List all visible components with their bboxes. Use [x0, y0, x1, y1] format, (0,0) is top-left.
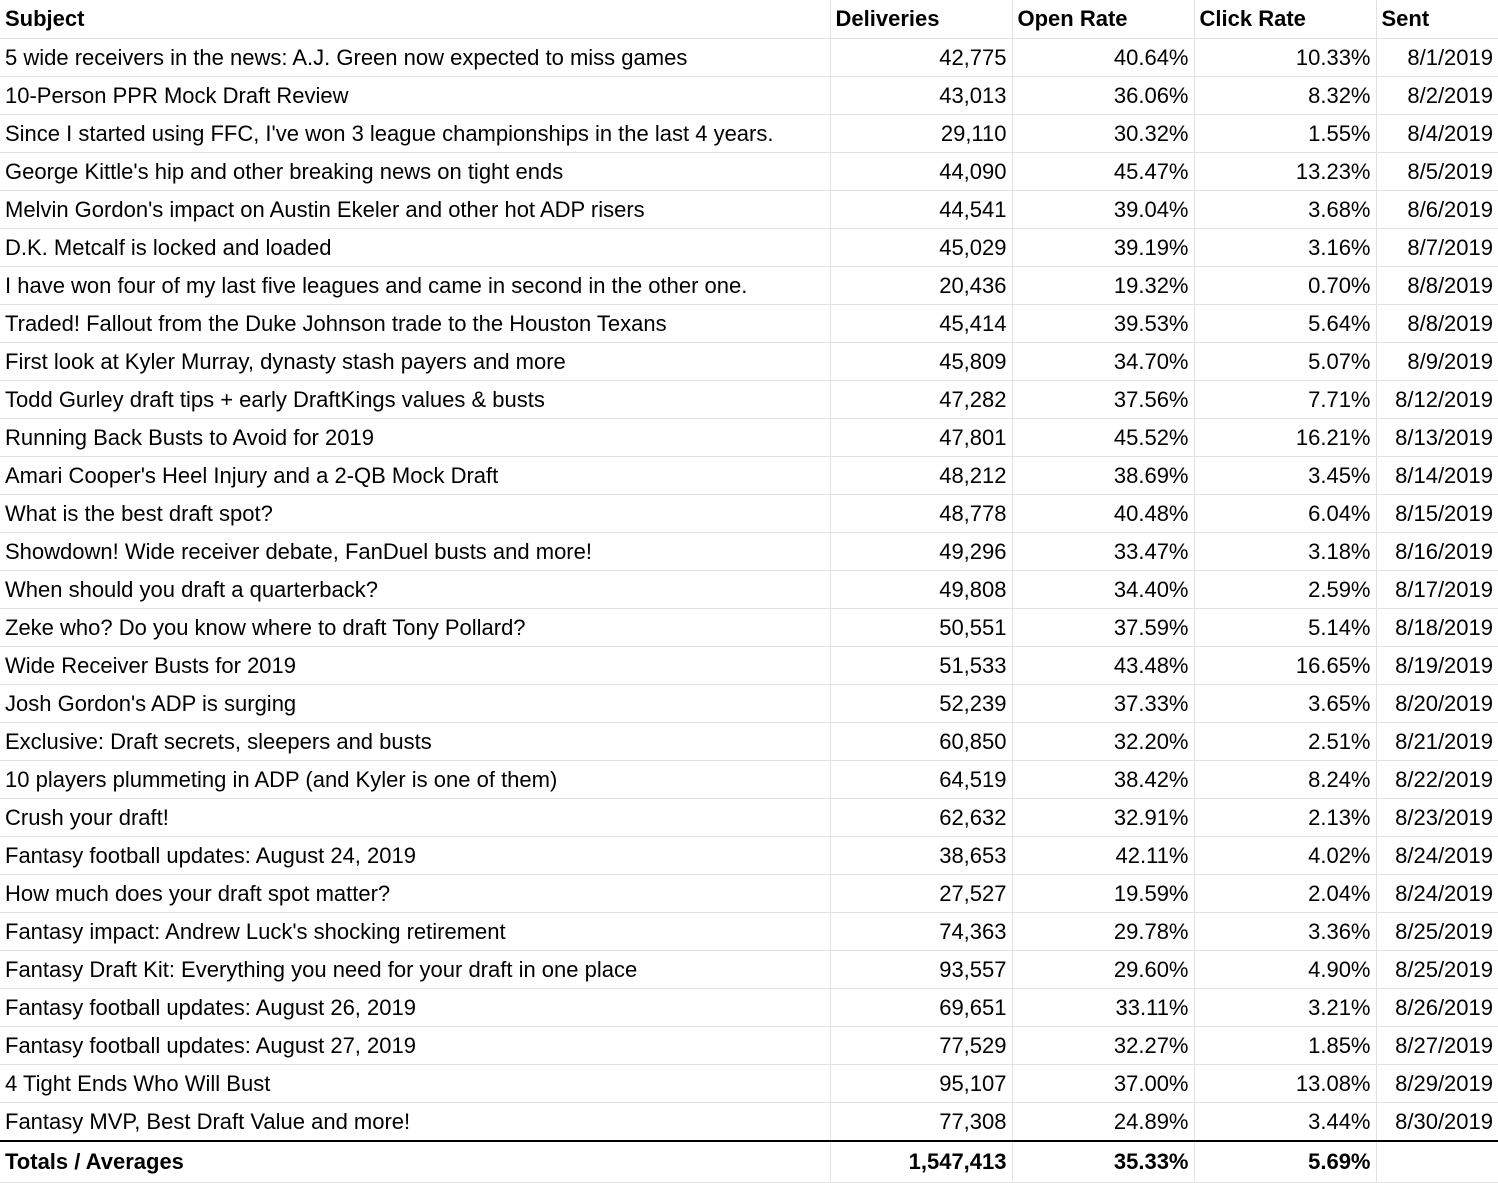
subject-cell[interactable]: Wide Receiver Busts for 2019 [0, 647, 830, 685]
open-rate-cell[interactable]: 38.42% [1012, 761, 1194, 799]
table-row [0, 761, 1498, 799]
deliveries-cell[interactable]: 77,529 [830, 1027, 1012, 1065]
subject-cell[interactable]: Amari Cooper's Heel Injury and a 2-QB Mock Draft [0, 457, 830, 495]
subject-cell[interactable]: 10-Person PPR Mock Draft Review [0, 77, 830, 115]
totals-sent[interactable] [1376, 1141, 1498, 1183]
sent-cell[interactable]: 8/5/2019 [1376, 153, 1498, 191]
deliveries-cell[interactable]: 51,533 [830, 647, 1012, 685]
subject-cell[interactable]: D.K. Metcalf is locked and loaded [0, 229, 830, 267]
click-rate-cell[interactable]: 13.23% [1194, 153, 1376, 191]
table-row [0, 723, 1498, 761]
deliveries-cell[interactable]: 52,239 [830, 685, 1012, 723]
click-rate-cell[interactable]: 3.68% [1194, 191, 1376, 229]
click-rate-cell[interactable]: 5.64% [1194, 305, 1376, 343]
click-rate-cell[interactable]: 5.07% [1194, 343, 1376, 381]
sent-cell[interactable]: 8/29/2019 [1376, 1065, 1498, 1103]
deliveries-cell[interactable]: 93,557 [830, 951, 1012, 989]
open-rate-cell[interactable]: 40.64% [1012, 39, 1194, 77]
sent-cell[interactable]: 8/20/2019 [1376, 685, 1498, 723]
sent-cell[interactable]: 8/25/2019 [1376, 951, 1498, 989]
sent-cell[interactable]: 8/22/2019 [1376, 761, 1498, 799]
subject-cell[interactable]: Fantasy football updates: August 27, 2019 [0, 1027, 830, 1065]
deliveries-cell[interactable]: 49,296 [830, 533, 1012, 571]
open-rate-cell[interactable]: 34.70% [1012, 343, 1194, 381]
click-rate-cell[interactable]: 10.33% [1194, 39, 1376, 77]
totals-click-rate[interactable]: 5.69% [1194, 1141, 1376, 1183]
table-row [0, 799, 1498, 837]
sent-cell[interactable]: 8/9/2019 [1376, 343, 1498, 381]
sent-cell[interactable]: 8/13/2019 [1376, 419, 1498, 457]
click-rate-cell[interactable]: 2.13% [1194, 799, 1376, 837]
click-rate-cell[interactable]: 1.55% [1194, 115, 1376, 153]
table-row [0, 191, 1498, 229]
click-rate-cell[interactable]: 3.36% [1194, 913, 1376, 951]
sent-cell[interactable]: 8/17/2019 [1376, 571, 1498, 609]
open-rate-cell[interactable]: 42.11% [1012, 837, 1194, 875]
subject-cell[interactable]: First look at Kyler Murray, dynasty stash payers and more [0, 343, 830, 381]
open-rate-cell[interactable]: 45.47% [1012, 153, 1194, 191]
click-rate-cell[interactable]: 2.51% [1194, 723, 1376, 761]
subject-cell[interactable]: Josh Gordon's ADP is surging [0, 685, 830, 723]
deliveries-cell[interactable]: 29,110 [830, 115, 1012, 153]
open-rate-cell[interactable]: 32.27% [1012, 1027, 1194, 1065]
subject-cell[interactable]: Since I started using FFC, I've won 3 league championships in the last 4 years. [0, 115, 830, 153]
table-row [0, 39, 1498, 77]
subject-cell[interactable]: 10 players plummeting in ADP (and Kyler is one of them) [0, 761, 830, 799]
sent-cell[interactable]: 8/24/2019 [1376, 837, 1498, 875]
open-rate-cell[interactable]: 24.89% [1012, 1103, 1194, 1142]
open-rate-cell[interactable]: 39.04% [1012, 191, 1194, 229]
table-row [0, 153, 1498, 191]
subject-cell[interactable]: Crush your draft! [0, 799, 830, 837]
open-rate-cell[interactable]: 32.91% [1012, 799, 1194, 837]
deliveries-cell[interactable]: 62,632 [830, 799, 1012, 837]
sent-cell[interactable]: 8/15/2019 [1376, 495, 1498, 533]
deliveries-cell[interactable]: 38,653 [830, 837, 1012, 875]
click-rate-cell[interactable]: 8.24% [1194, 761, 1376, 799]
open-rate-cell[interactable]: 37.59% [1012, 609, 1194, 647]
deliveries-cell[interactable]: 95,107 [830, 1065, 1012, 1103]
deliveries-cell[interactable]: 60,850 [830, 723, 1012, 761]
header-deliveries[interactable]: Deliveries [830, 0, 1012, 39]
open-rate-cell[interactable]: 32.20% [1012, 723, 1194, 761]
click-rate-cell[interactable]: 3.16% [1194, 229, 1376, 267]
table-row [0, 837, 1498, 875]
totals-row [0, 1141, 1498, 1183]
table-row [0, 1027, 1498, 1065]
table-row [0, 115, 1498, 153]
open-rate-cell[interactable]: 34.40% [1012, 571, 1194, 609]
deliveries-cell[interactable]: 45,414 [830, 305, 1012, 343]
deliveries-cell[interactable]: 48,212 [830, 457, 1012, 495]
subject-cell[interactable]: 4 Tight Ends Who Will Bust [0, 1065, 830, 1103]
click-rate-cell[interactable]: 2.04% [1194, 875, 1376, 913]
subject-cell[interactable]: Melvin Gordon's impact on Austin Ekeler and other hot ADP risers [0, 191, 830, 229]
deliveries-cell[interactable]: 45,809 [830, 343, 1012, 381]
totals-open-rate[interactable]: 35.33% [1012, 1141, 1194, 1183]
table-row [0, 913, 1498, 951]
header-subject[interactable]: Subject [0, 0, 830, 39]
click-rate-cell[interactable]: 3.44% [1194, 1103, 1376, 1142]
table-row [0, 875, 1498, 913]
sent-cell[interactable]: 8/16/2019 [1376, 533, 1498, 571]
subject-cell[interactable]: 5 wide receivers in the news: A.J. Green now expected to miss games [0, 39, 830, 77]
click-rate-cell[interactable]: 1.85% [1194, 1027, 1376, 1065]
click-rate-cell[interactable]: 0.70% [1194, 267, 1376, 305]
subject-cell[interactable]: Todd Gurley draft tips + early DraftKings values & busts [0, 381, 830, 419]
deliveries-cell[interactable]: 49,808 [830, 571, 1012, 609]
table-row [0, 989, 1498, 1027]
table-row [0, 495, 1498, 533]
click-rate-cell[interactable]: 4.90% [1194, 951, 1376, 989]
sent-cell[interactable]: 8/8/2019 [1376, 267, 1498, 305]
sent-cell[interactable]: 8/2/2019 [1376, 77, 1498, 115]
open-rate-cell[interactable]: 33.11% [1012, 989, 1194, 1027]
sent-cell[interactable]: 8/19/2019 [1376, 647, 1498, 685]
sent-cell[interactable]: 8/8/2019 [1376, 305, 1498, 343]
open-rate-cell[interactable]: 39.53% [1012, 305, 1194, 343]
subject-cell[interactable]: I have won four of my last five leagues and came in second in the other one. [0, 267, 830, 305]
open-rate-cell[interactable]: 40.48% [1012, 495, 1194, 533]
totals-deliveries[interactable]: 1,547,413 [830, 1141, 1012, 1183]
deliveries-cell[interactable]: 43,013 [830, 77, 1012, 115]
click-rate-cell[interactable]: 5.14% [1194, 609, 1376, 647]
open-rate-cell[interactable]: 43.48% [1012, 647, 1194, 685]
sent-cell[interactable]: 8/4/2019 [1376, 115, 1498, 153]
deliveries-cell[interactable]: 48,778 [830, 495, 1012, 533]
sent-cell[interactable]: 8/27/2019 [1376, 1027, 1498, 1065]
subject-cell[interactable]: Fantasy impact: Andrew Luck's shocking retirement [0, 913, 830, 951]
sent-cell[interactable]: 8/25/2019 [1376, 913, 1498, 951]
deliveries-cell[interactable]: 45,029 [830, 229, 1012, 267]
totals-label[interactable]: Totals / Averages [0, 1141, 830, 1183]
header-sent[interactable]: Sent [1376, 0, 1498, 39]
table-row [0, 533, 1498, 571]
click-rate-cell[interactable]: 7.71% [1194, 381, 1376, 419]
sent-cell[interactable]: 8/1/2019 [1376, 39, 1498, 77]
sent-cell[interactable]: 8/12/2019 [1376, 381, 1498, 419]
table-row [0, 343, 1498, 381]
deliveries-cell[interactable]: 69,651 [830, 989, 1012, 1027]
table-body [0, 39, 1498, 1142]
subject-cell[interactable]: Running Back Busts to Avoid for 2019 [0, 419, 830, 457]
deliveries-cell[interactable]: 47,282 [830, 381, 1012, 419]
click-rate-cell[interactable]: 4.02% [1194, 837, 1376, 875]
subject-cell[interactable]: Fantasy football updates: August 24, 2019 [0, 837, 830, 875]
open-rate-cell[interactable]: 29.78% [1012, 913, 1194, 951]
open-rate-cell[interactable]: 45.52% [1012, 419, 1194, 457]
table-row [0, 1065, 1498, 1103]
header-click-rate[interactable]: Click Rate [1194, 0, 1376, 39]
sent-cell[interactable]: 8/14/2019 [1376, 457, 1498, 495]
table-row [0, 951, 1498, 989]
open-rate-cell[interactable]: 37.00% [1012, 1065, 1194, 1103]
deliveries-cell[interactable]: 20,436 [830, 267, 1012, 305]
header-open-rate[interactable]: Open Rate [1012, 0, 1194, 39]
deliveries-cell[interactable]: 42,775 [830, 39, 1012, 77]
deliveries-cell[interactable]: 47,801 [830, 419, 1012, 457]
subject-cell[interactable]: Showdown! Wide receiver debate, FanDuel busts and more! [0, 533, 830, 571]
open-rate-cell[interactable]: 33.47% [1012, 533, 1194, 571]
table-row [0, 381, 1498, 419]
deliveries-cell[interactable]: 44,541 [830, 191, 1012, 229]
click-rate-cell[interactable]: 3.65% [1194, 685, 1376, 723]
open-rate-cell[interactable]: 39.19% [1012, 229, 1194, 267]
deliveries-cell[interactable]: 64,519 [830, 761, 1012, 799]
subject-cell[interactable]: Zeke who? Do you know where to draft Tony Pollard? [0, 609, 830, 647]
subject-cell[interactable]: What is the best draft spot? [0, 495, 830, 533]
sent-cell[interactable]: 8/18/2019 [1376, 609, 1498, 647]
subject-cell[interactable]: Fantasy MVP, Best Draft Value and more! [0, 1103, 830, 1142]
click-rate-cell[interactable]: 16.65% [1194, 647, 1376, 685]
table-row [0, 305, 1498, 343]
click-rate-cell[interactable]: 8.32% [1194, 77, 1376, 115]
table-row [0, 685, 1498, 723]
deliveries-cell[interactable]: 44,090 [830, 153, 1012, 191]
subject-cell[interactable]: Fantasy Draft Kit: Everything you need for your draft in one place [0, 951, 830, 989]
table-row [0, 457, 1498, 495]
subject-cell[interactable]: When should you draft a quarterback? [0, 571, 830, 609]
subject-cell[interactable]: George Kittle's hip and other breaking news on tight ends [0, 153, 830, 191]
click-rate-cell[interactable]: 3.45% [1194, 457, 1376, 495]
sent-cell[interactable]: 8/21/2019 [1376, 723, 1498, 761]
subject-cell[interactable]: Fantasy football updates: August 26, 2019 [0, 989, 830, 1027]
sent-cell[interactable]: 8/7/2019 [1376, 229, 1498, 267]
open-rate-cell[interactable]: 37.56% [1012, 381, 1194, 419]
open-rate-cell[interactable]: 38.69% [1012, 457, 1194, 495]
table-row [0, 419, 1498, 457]
table-row [0, 267, 1498, 305]
deliveries-cell[interactable]: 50,551 [830, 609, 1012, 647]
deliveries-cell[interactable]: 74,363 [830, 913, 1012, 951]
subject-cell[interactable]: Exclusive: Draft secrets, sleepers and busts [0, 723, 830, 761]
deliveries-cell[interactable]: 77,308 [830, 1103, 1012, 1142]
table-row [0, 229, 1498, 267]
click-rate-cell[interactable]: 2.59% [1194, 571, 1376, 609]
click-rate-cell[interactable]: 3.21% [1194, 989, 1376, 1027]
open-rate-cell[interactable]: 36.06% [1012, 77, 1194, 115]
open-rate-cell[interactable]: 19.32% [1012, 267, 1194, 305]
open-rate-cell[interactable]: 19.59% [1012, 875, 1194, 913]
click-rate-cell[interactable]: 16.21% [1194, 419, 1376, 457]
subject-cell[interactable]: Traded! Fallout from the Duke Johnson trade to the Houston Texans [0, 305, 830, 343]
sent-cell[interactable]: 8/23/2019 [1376, 799, 1498, 837]
header-row [0, 0, 1498, 39]
click-rate-cell[interactable]: 3.18% [1194, 533, 1376, 571]
sent-cell[interactable]: 8/6/2019 [1376, 191, 1498, 229]
table-row [0, 571, 1498, 609]
table-row [0, 77, 1498, 115]
click-rate-cell[interactable]: 13.08% [1194, 1065, 1376, 1103]
open-rate-cell[interactable]: 37.33% [1012, 685, 1194, 723]
deliveries-cell[interactable]: 27,527 [830, 875, 1012, 913]
click-rate-cell[interactable]: 6.04% [1194, 495, 1376, 533]
subject-cell[interactable]: How much does your draft spot matter? [0, 875, 830, 913]
table-row [0, 1103, 1498, 1142]
sent-cell[interactable]: 8/26/2019 [1376, 989, 1498, 1027]
open-rate-cell[interactable]: 29.60% [1012, 951, 1194, 989]
table-row [0, 647, 1498, 685]
sent-cell[interactable]: 8/24/2019 [1376, 875, 1498, 913]
open-rate-cell[interactable]: 30.32% [1012, 115, 1194, 153]
sent-cell[interactable]: 8/30/2019 [1376, 1103, 1498, 1142]
table-row [0, 609, 1498, 647]
